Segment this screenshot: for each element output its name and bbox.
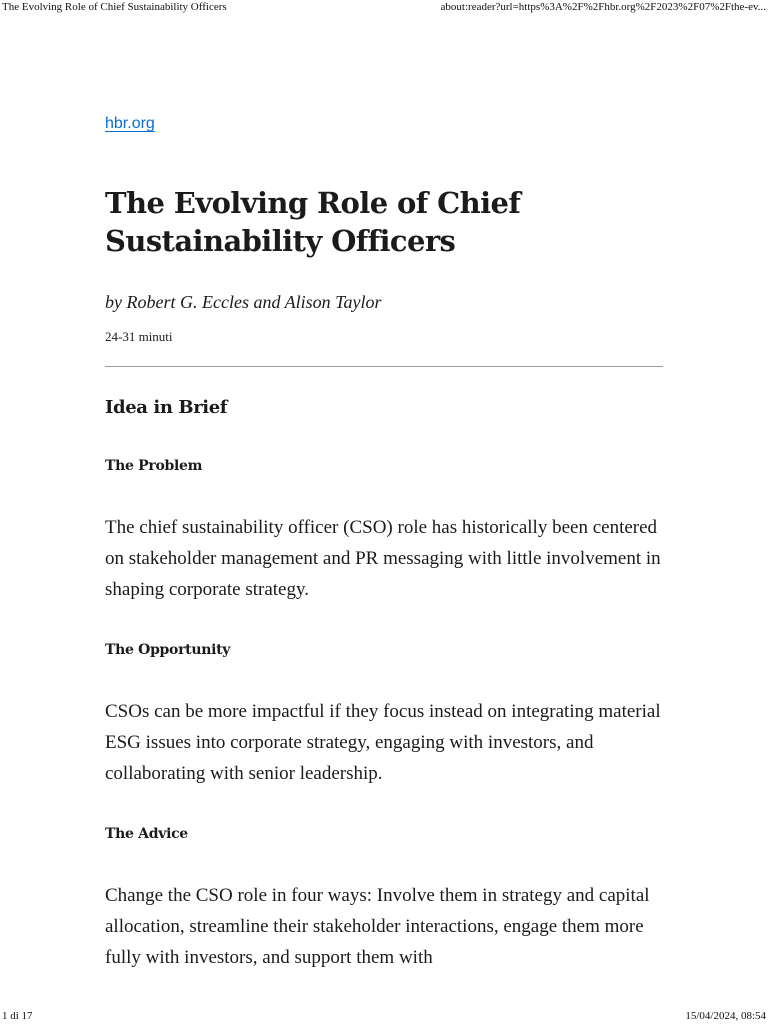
subheading-problem: The Problem	[105, 458, 203, 474]
subheading-advice: The Advice	[105, 826, 188, 842]
paragraph-opportunity: CSOs can be more impactful if they focus instead on integrating material ESG issues into corporate strategy, engaging with investors, and collaborating with senior leadership.	[105, 701, 661, 784]
print-footer	[0, 1008, 768, 1024]
page-number: 1 di 17	[2, 1010, 33, 1022]
section-heading-idea-in-brief: Idea in Brief	[105, 397, 228, 418]
article-byline: by Robert G. Eccles and Alison Taylor	[105, 292, 382, 312]
subheading-opportunity: The Opportunity	[105, 642, 231, 658]
print-datetime: 15/04/2024, 08:54	[685, 1010, 766, 1022]
print-header	[0, 0, 768, 16]
paragraph-problem: The chief sustainability officer (CSO) role has historically been centered on stakeholder management and PR messaging with little involvement in shaping corporate strategy.	[105, 517, 661, 600]
header-divider	[105, 366, 663, 367]
source-domain-link[interactable]: hbr.org	[105, 115, 155, 132]
reading-time: 24-31 minuti	[105, 329, 173, 344]
reader-article	[105, 115, 663, 973]
print-header-url: about:reader?url=https%3A%2F%2Fhbr.org%2F2023%2F07%2Fthe-ev...	[440, 1, 766, 13]
paragraph-advice: Change the CSO role in four ways: Involve them in strategy and capital allocation, streamline their stakeholder interactions, engage them more fully with investors, and support them with	[105, 885, 650, 968]
print-header-title: The Evolving Role of Chief Sustainability Officers	[2, 1, 227, 13]
article-title: The Evolving Role of Chief Sustainability Officers	[105, 186, 521, 258]
